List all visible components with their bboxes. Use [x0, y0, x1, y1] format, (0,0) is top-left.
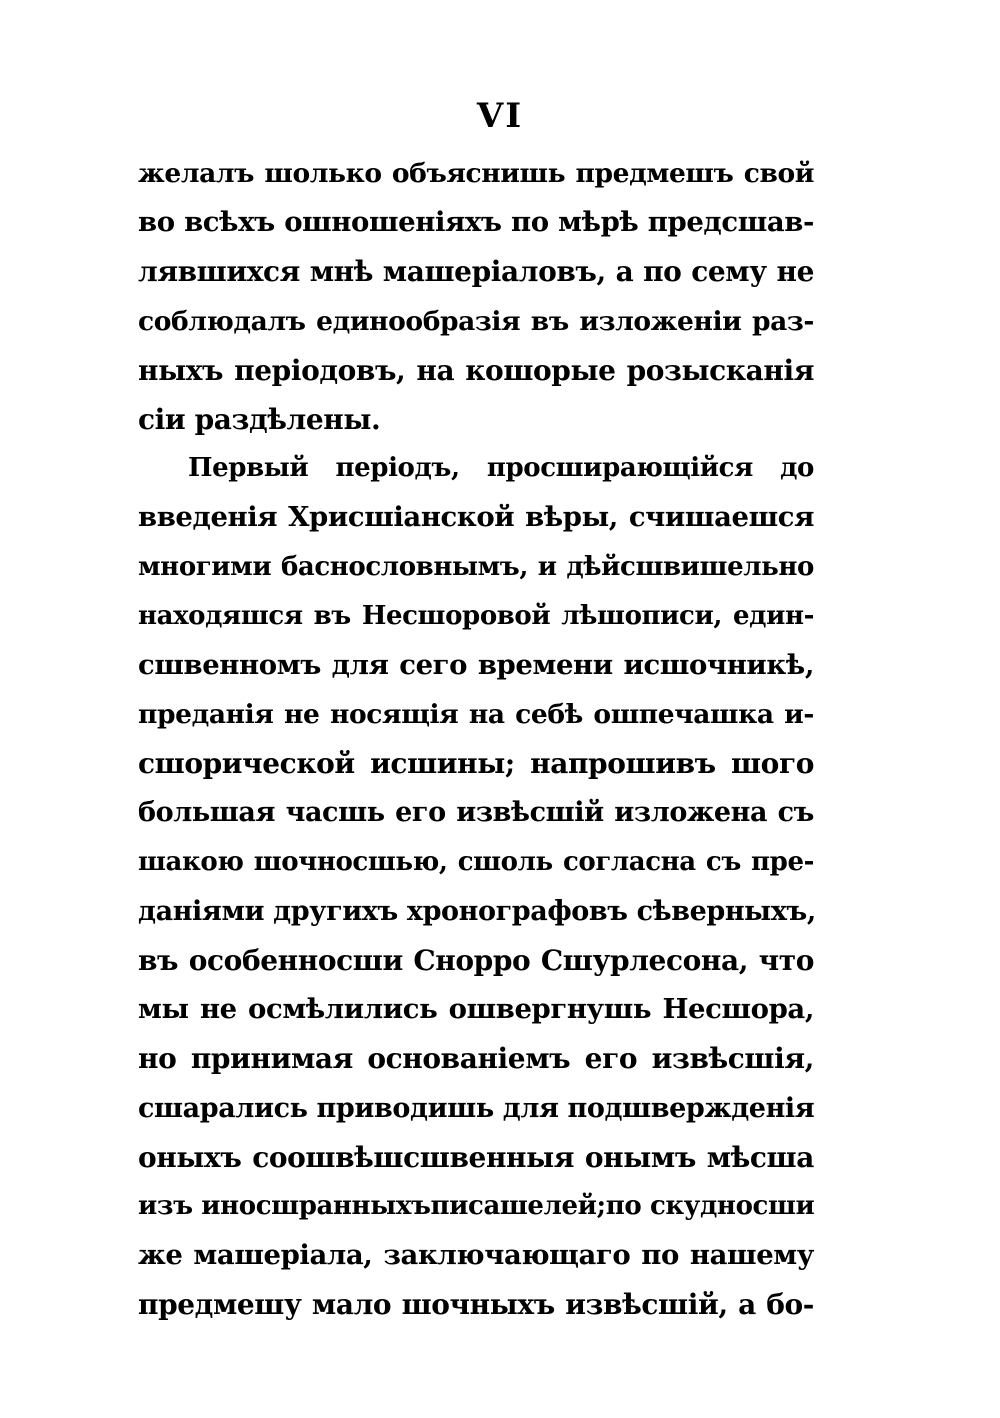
text-line: многими баснословнымъ, и дѣйсшвишельно [138, 551, 814, 582]
page-number: VI [476, 96, 524, 136]
text-line: большая часшь его извѣсшій изложена съ [138, 797, 814, 829]
text-line: лявшихся мнѣ машеріаловъ, а по сему не [138, 255, 814, 289]
text-line: сіи раздѣлены. [138, 402, 381, 436]
text-line: во всѣхъ ошношеніяхъ по мѣрѣ предсшав- [138, 206, 814, 239]
text-line: желалъ шолько объяснишь предмешъ свой [138, 158, 814, 189]
text-line: предмешу мало шочныхъ извѣсшій, а бо- [138, 1288, 814, 1322]
text-line: оныхъ соошвѣшсшвенныя онымъ мѣсша [138, 1140, 814, 1174]
paragraph-1 [138, 149, 814, 444]
text-line: ныхъ періодовъ, на кошорые розысканія [138, 353, 814, 387]
text-line: шакою шочносшью, сшоль согласна съ пре- [138, 846, 814, 877]
paragraph-2 [138, 444, 814, 1329]
text-line: мы не осмѣлились ошвергнушь Несшора, [138, 993, 814, 1026]
text-line: но принимая основаніемъ его извѣсшія, [138, 1042, 814, 1076]
text-line: сшвенномъ для сего времени исшочникѣ, [138, 648, 814, 681]
text-line: же машеріала, заключающаго по нашему [138, 1239, 814, 1272]
text-line: находяшся въ Несшоровой лѣшописи, един- [138, 600, 814, 631]
body-text [138, 149, 814, 1330]
text-line: сшарались приводишь для подшвержденія [138, 1092, 815, 1124]
text-line: соблюдалъ единообразія въ изложеніи раз- [138, 305, 814, 337]
text-line: преданія не носящія на себѣ ошпечашка и- [138, 699, 814, 731]
text-line: даніями другихъ хронографовъ сѣверныхъ, [138, 895, 816, 927]
text-line: Первый періодъ, просширающійся до [188, 453, 814, 484]
text-line: изъ иносшранныхъписашелей;по скудносши [138, 1190, 815, 1221]
text-line: въ особенносши Снорро Сшурлесона, что [138, 944, 814, 977]
text-line: введенія Хрисшіанской вѣры, счишаешся [138, 501, 814, 534]
text-line: сшорической исшины; напрошивъ шого [138, 747, 814, 781]
